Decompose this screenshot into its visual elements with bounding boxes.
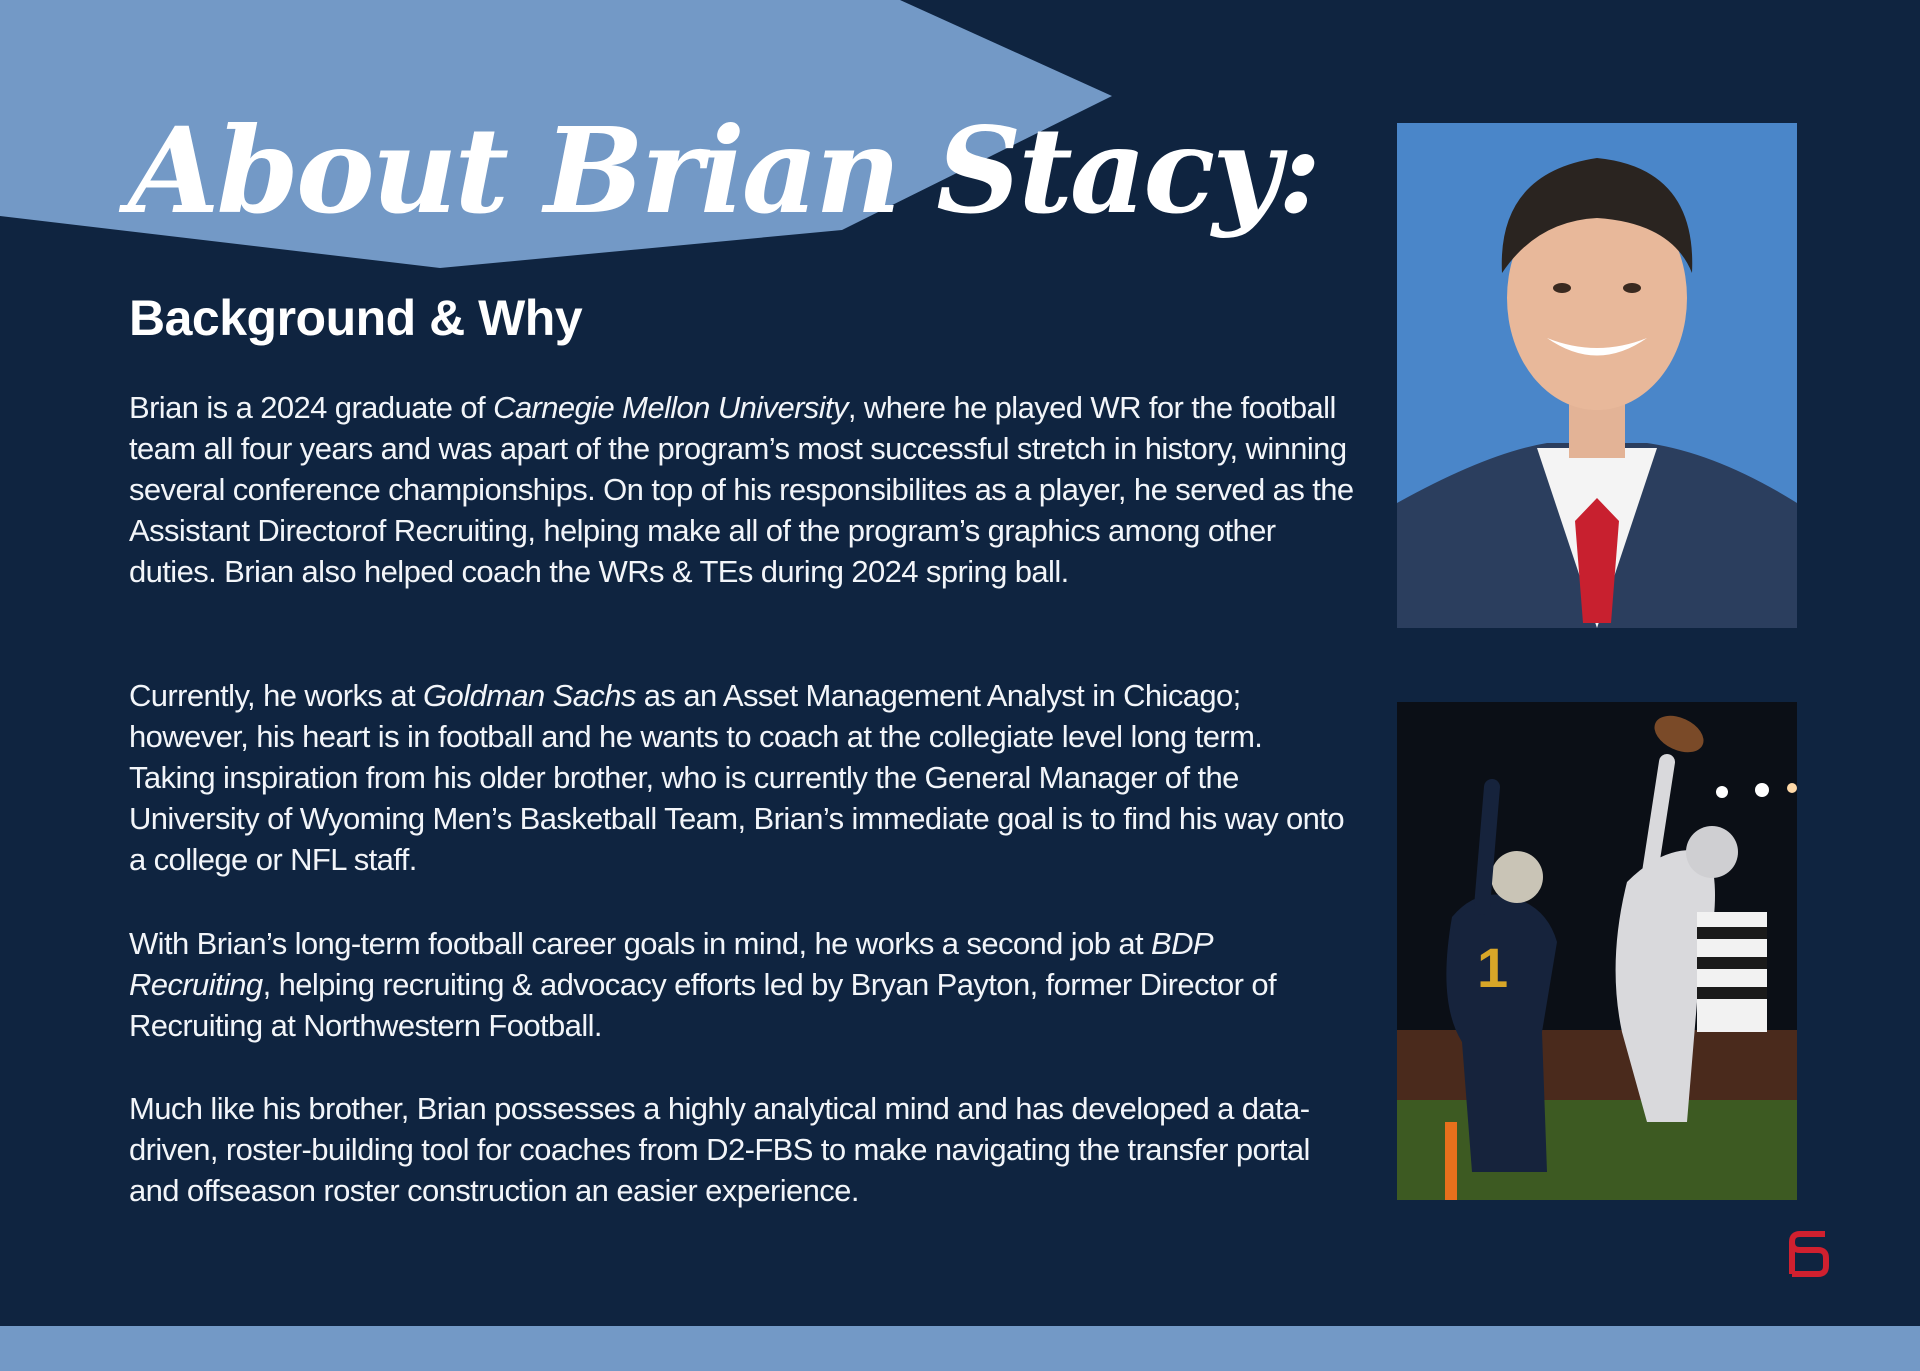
bio-p1-intro: Brian is a 2024 graduate of	[129, 390, 494, 425]
bio-p3-intro: With Brian’s long-term football career goals in mind, he works a second job at	[129, 926, 1152, 961]
footer-bar	[0, 1326, 1920, 1371]
bio-paragraph-education	[129, 387, 1354, 592]
company-name: BDP Recruiting	[129, 926, 1212, 1002]
bio-paragraph-career	[129, 675, 1354, 880]
action-photo	[1397, 702, 1797, 1200]
employer-name: Goldman Sachs	[423, 678, 636, 713]
section-heading: Background & Why	[129, 290, 583, 346]
bio-p2-intro: Currently, he works at	[129, 678, 424, 713]
headshot-illustration	[1397, 123, 1797, 628]
bio-p2-rest: as an Asset Management Analyst in Chicago; however, his heart is in football and he wants to coach at the collegiate level long term. Taking inspiration from his older brother, who is currently the General Manager of the University of Wyoming Men’s Basketball Team, Brian’s immediate goal is to find his way onto a college or NFL staff.	[129, 678, 1344, 877]
page-title: About Brian Stacy:	[128, 101, 1319, 240]
action-illustration	[1397, 702, 1797, 1200]
brand-logo-icon	[1788, 1226, 1830, 1282]
bio-paragraph-tool: Much like his brother, Brian possesses a highly analytical mind and has developed a data-driven, roster-building tool for coaches from D2-FBS to make navigating the transfer portal and offseason roster construction an easier experience.	[129, 1091, 1310, 1208]
headshot-photo	[1397, 123, 1797, 628]
university-name: Carnegie Mellon University	[493, 390, 848, 425]
jersey-number: 1	[1477, 936, 1509, 999]
bio-p1-rest: , where he played WR for the football team all four years and was apart of the program’s most successful stretch in history, winning several conference championships. On top of his responsibilites as a player, he served as the Assistant Directorof Recruiting, helping make all of the program’s graphics among other duties. Brian also helped coach the WRs & TEs during 2024 spring ball.	[129, 390, 1354, 589]
bio-p3-rest: , helping recruiting & advocacy efforts led by Bryan Payton, former Director of Recruiting at Northwestern Football.	[129, 967, 1276, 1043]
bio-paragraph-second-job	[129, 923, 1354, 1046]
